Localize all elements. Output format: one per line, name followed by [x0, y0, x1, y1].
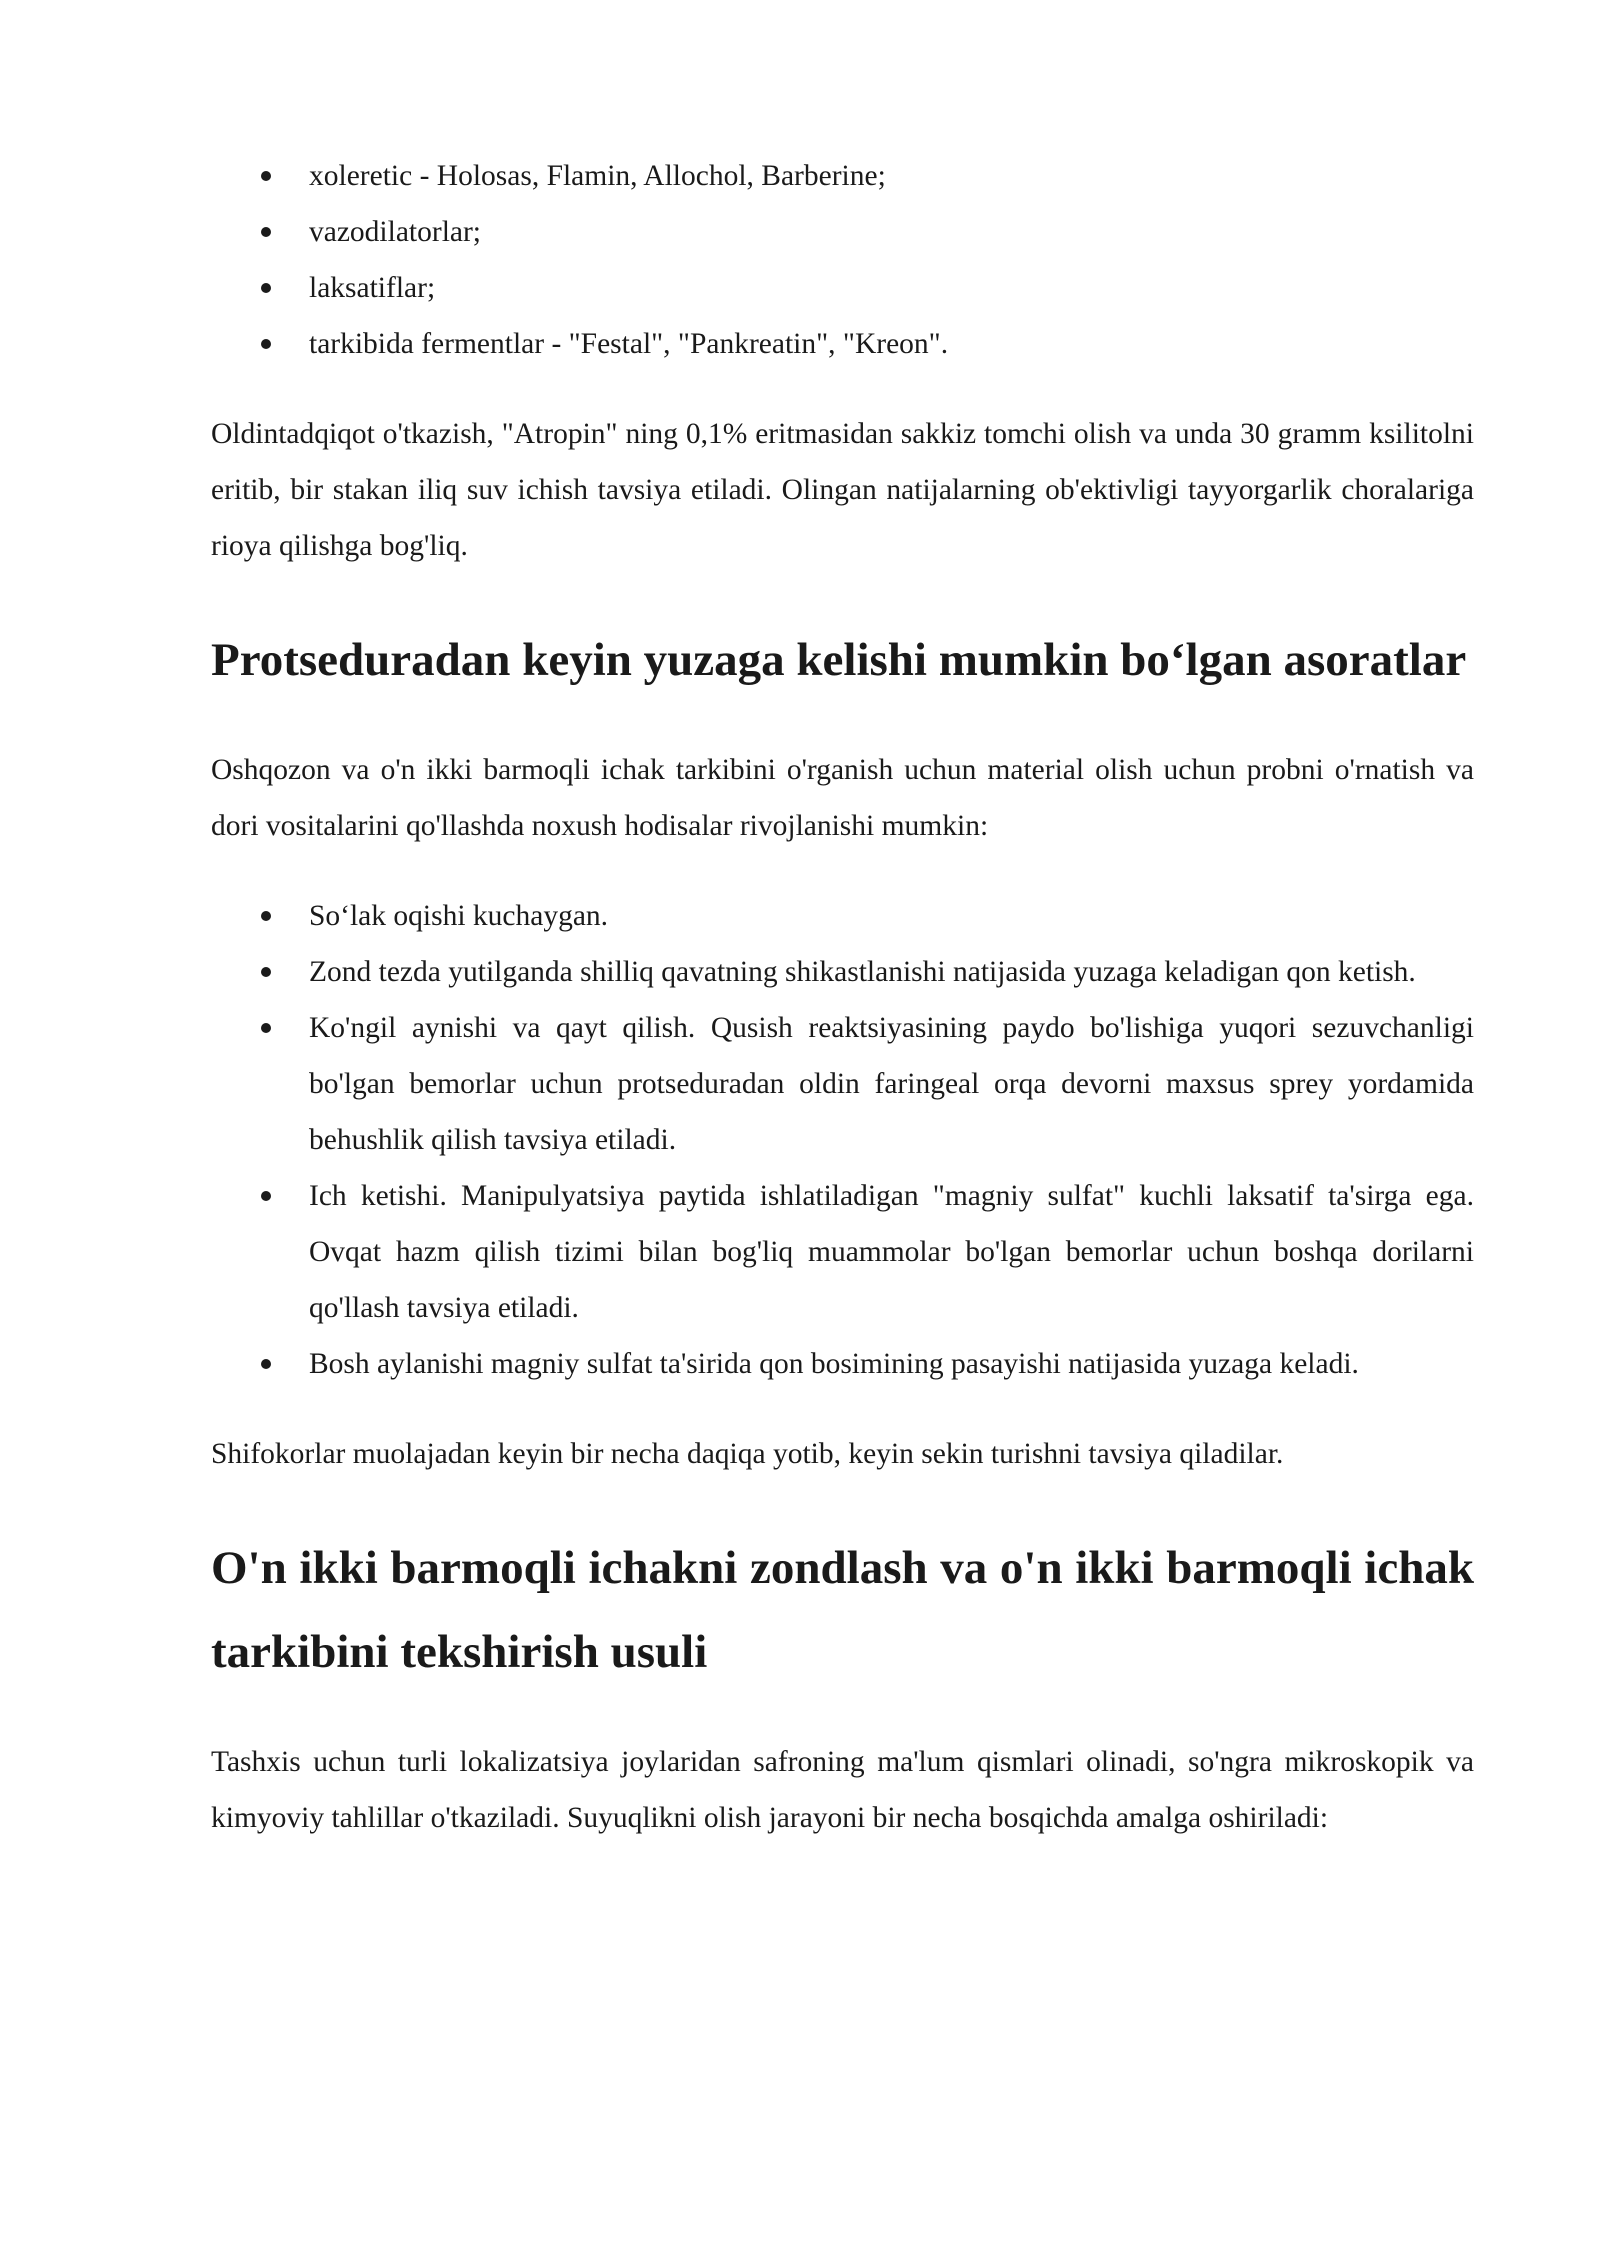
preparation-drug-list	[211, 148, 1474, 372]
list-item-text: So‘lak oqishi kuchaygan.	[309, 900, 609, 932]
bullet-icon	[261, 1359, 271, 1369]
list-item	[211, 944, 1474, 1000]
preparation-paragraph: Oldintadqiqot o'tkazish, "Atropin" ning 0,1% eritmasidan sakkiz tomchi olish va unda 30 gramm ksilitolni eritib, bir stakan iliq suv ichish tavsiya etiladi. Olingan natijalarning ob'ektivligi tayyorgarlik choralariga rioya qilishga bog'liq.	[211, 418, 1474, 562]
list-item	[211, 204, 1474, 260]
list-item	[211, 1000, 1474, 1168]
list-item-text: xoleretic - Holosas, Flamin, Allochol, Barberine;	[309, 160, 886, 192]
list-item-text: vazodilatorlar;	[309, 216, 482, 248]
bullet-icon	[261, 1191, 271, 1201]
list-item-text: laksatiflar;	[309, 272, 436, 304]
list-item-text: Zond tezda yutilganda shilliq qavatning shikastlanishi natijasida yuzaga keladigan qon ketish.	[309, 956, 1416, 988]
bullet-icon	[261, 1023, 271, 1033]
recommendation-paragraph: Shifokorlar muolajadan keyin bir necha daqiqa yotib, keyin sekin turishni tavsiya qiladilar.	[211, 1438, 1284, 1470]
list-item-text: Ich ketishi. Manipulyatsiya paytida ishlatiladigan "magniy sulfat" kuchli laksatif ta'sirga ega. Ovqat hazm qilish tizimi bilan bog'liq muammolar bo'lgan bemorlar uchun boshqa dorilarni qo'llash tavsiya etiladi.	[309, 1180, 1474, 1324]
complications-heading: Protseduradan keyin yuzaga kelishi mumkin bo‘lgan asoratlar	[211, 634, 1467, 686]
complications-list	[211, 888, 1474, 1392]
bullet-icon	[261, 911, 271, 921]
list-item	[211, 1336, 1474, 1392]
list-item	[211, 260, 1474, 316]
bullet-icon	[261, 339, 271, 349]
complications-intro-paragraph: Oshqozon va o'n ikki barmoqli ichak tarkibini o'rganish uchun material olish uchun probni o'rnatish va dori vositalarini qo'llashda noxush hodisalar rivojlanishi mumkin:	[211, 754, 1474, 842]
list-item-text: tarkibida fermentlar - "Festal", "Pankreatin", "Kreon".	[309, 328, 949, 360]
bullet-icon	[261, 967, 271, 977]
method-paragraph: Tashxis uchun turli lokalizatsiya joylaridan safroning ma'lum qismlari olinadi, so'ngra mikroskopik va kimyoviy tahlillar o'tkaziladi. Suyuqlikni olish jarayoni bir necha bosqichda amalga oshiriladi:	[211, 1746, 1474, 1834]
bullet-icon	[261, 283, 271, 293]
list-item	[211, 1168, 1474, 1336]
list-item-text: Ko'ngil aynishi va qayt qilish. Qusish reaktsiyasining paydo bo'lishiga yuqori sezuvchanligi bo'lgan bemorlar uchun protseduradan oldin faringeal orqa devorni maxsus sprey yordamida behushlik qilish tavsiya etiladi.	[309, 1012, 1474, 1156]
bullet-icon	[261, 227, 271, 237]
list-item	[211, 148, 1474, 204]
document-page	[211, 148, 1474, 1846]
bullet-icon	[261, 171, 271, 181]
list-item	[211, 316, 1474, 372]
list-item-text: Bosh aylanishi magniy sulfat ta'sirida qon bosimining pasayishi natijasida yuzaga keladi.	[309, 1348, 1359, 1380]
list-item	[211, 888, 1474, 944]
method-heading: O'n ikki barmoqli ichakni zondlash va o'n ikki barmoqli ichak tarkibini tekshirish usuli	[211, 1542, 1474, 1678]
